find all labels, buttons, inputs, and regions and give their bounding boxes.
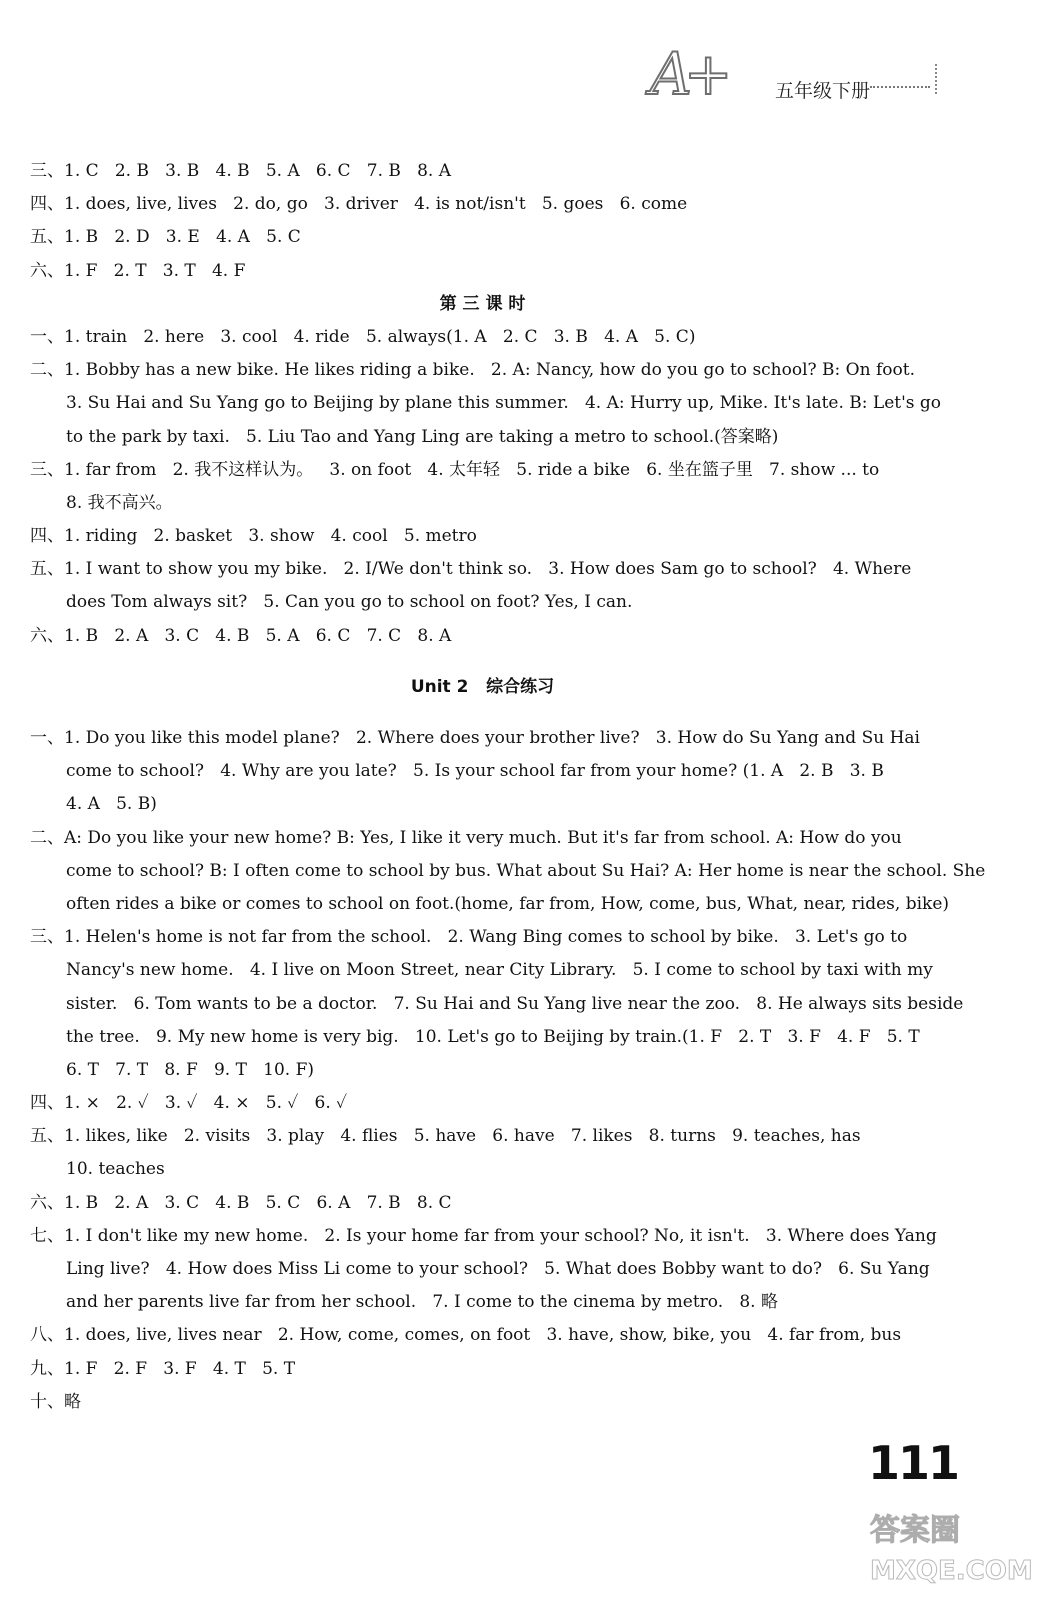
section-gap [30, 653, 935, 671]
answer-line: 六、1. B 2. A 3. C 4. B 5. A 6. C 7. C 8. A [30, 625, 452, 646]
answer-line: 一、1. Do you like this model plane? 2. Where does your brother live? 3. How do Su Yang and Su Hai [30, 728, 920, 748]
brand-logo: A+ [650, 40, 725, 108]
answer-line: 三、1. far from 2. 我不这样认为。 3. on foot 4. 太年轻 5. ride a bike 6. 坐在篮子里 7. show ... to [30, 459, 880, 480]
answer-line: and her parents live far from her school. 7. I come to the cinema by metro. 8. 略 [66, 1292, 778, 1313]
watermark-logo: 答案圈 [870, 1513, 960, 1548]
answer-line: 四、1. riding 2. basket 3. show 4. cool 5. metro [30, 526, 477, 547]
answer-line: 三、1. C 2. B 3. B 4. B 5. A 6. C 7. B 8. A [30, 161, 452, 181]
header-divider [870, 86, 930, 88]
answer-line: 10. teaches [66, 1159, 165, 1180]
answer-line: come to school? 4. Why are you late? 5. Is your school far from your home? (1. A 2. B 3. B [66, 761, 884, 782]
answer-line: 六、1. B 2. A 3. C 4. B 5. C 6. A 7. B 8. C [30, 1192, 452, 1213]
answer-line: 二、A: Do you like your new home? B: Yes, I like it very much. But it's far from school. A: How do you [30, 827, 902, 848]
section-heading: 第 三 课 时 [439, 293, 526, 314]
answer-content [30, 155, 986, 1419]
answer-line: 七、1. I don't like my new home. 2. Is your home far from your school? No, it isn't. 3. Where does Yang [30, 1225, 937, 1246]
answer-line: 十、略 [30, 1391, 81, 1412]
answer-line: come to school? B: I often come to school by bus. What about Su Hai? A: Her home is near the school. She [66, 860, 986, 881]
answer-line: 五、1. I want to show you my bike. 2. I/We don't think so. 3. How does Sam go to school? 4. Where [30, 559, 912, 580]
section-heading: Unit 2 综合练习 [410, 676, 555, 697]
answer-line: sister. 6. Tom wants to be a doctor. 7. Su Hai and Su Yang live near the zoo. 8. He always sits beside [66, 993, 964, 1014]
answer-line: to the park by taxi. 5. Liu Tao and Yang Ling are taking a metro to school.(答案略) [66, 426, 779, 447]
answer-line: 6. T 7. T 8. F 9. T 10. F) [66, 1059, 315, 1080]
answer-line: the tree. 9. My new home is very big. 10. Let's go to Beijing by train.(1. F 2. T 3. F 4. F 5. T [66, 1026, 920, 1047]
grade-label: 五年级下册 [775, 80, 871, 102]
header-bracket [935, 64, 937, 94]
answer-line: 二、1. Bobby has a new bike. He likes riding a bike. 2. A: Nancy, how do you go to school? B: On foot. [30, 360, 915, 381]
answer-line: 三、1. Helen's home is not far from the school. 2. Wang Bing comes to school by bike. 3. Let's go to [30, 927, 908, 948]
answer-line: 3. Su Hai and Su Yang go to Beijing by plane this summer. 4. A: Hurry up, Mike. It's late. B: Let's go [66, 393, 942, 414]
answer-line: 4. A 5. B) [66, 794, 157, 815]
answer-line: 八、1. does, live, lives near 2. How, come, comes, on foot 3. have, show, bike, you 4. far from, bus [30, 1325, 902, 1346]
answer-line: 四、1. × 2. ✓ 3. ✓ 4. × 5. ✓ 6. ✓ [30, 1093, 348, 1114]
watermark-url: MXQE.COM [870, 1556, 1033, 1586]
answer-line: often rides a bike or comes to school on foot.(home, far from, How, come, bus, What, near, rides, bike) [66, 893, 950, 914]
answer-line: does Tom always sit? 5. Can you go to school on foot? Yes, I can. [66, 592, 633, 613]
page-number: 111 [868, 1436, 959, 1490]
answer-line: 四、1. does, live, lives 2. do, go 3. driver 4. is not/isn't 5. goes 6. come [30, 194, 688, 215]
answer-line: 五、1. B 2. D 3. E 4. A 5. C [30, 227, 301, 248]
answer-line: 九、1. F 2. F 3. F 4. T 5. T [30, 1358, 296, 1379]
answer-line: 8. 我不高兴。 [66, 492, 173, 513]
answer-line: Nancy's new home. 4. I live on Moon Street, near City Library. 5. I come to school by taxi with my [66, 960, 933, 981]
answer-line: 一、1. train 2. here 3. cool 4. ride 5. always(1. A 2. C 3. B 4. A 5. C) [30, 326, 696, 347]
page-header [640, 40, 940, 110]
answer-line: Ling live? 4. How does Miss Li come to your school? 5. What does Bobby want to do? 6. Su Yang [66, 1259, 930, 1279]
answer-line: 五、1. likes, like 2. visits 3. play 4. flies 5. have 6. have 7. likes 8. turns 9. teaches, has [30, 1126, 861, 1147]
section-gap [30, 704, 935, 722]
answer-line: 六、1. F 2. T 3. T 4. F [30, 260, 246, 281]
